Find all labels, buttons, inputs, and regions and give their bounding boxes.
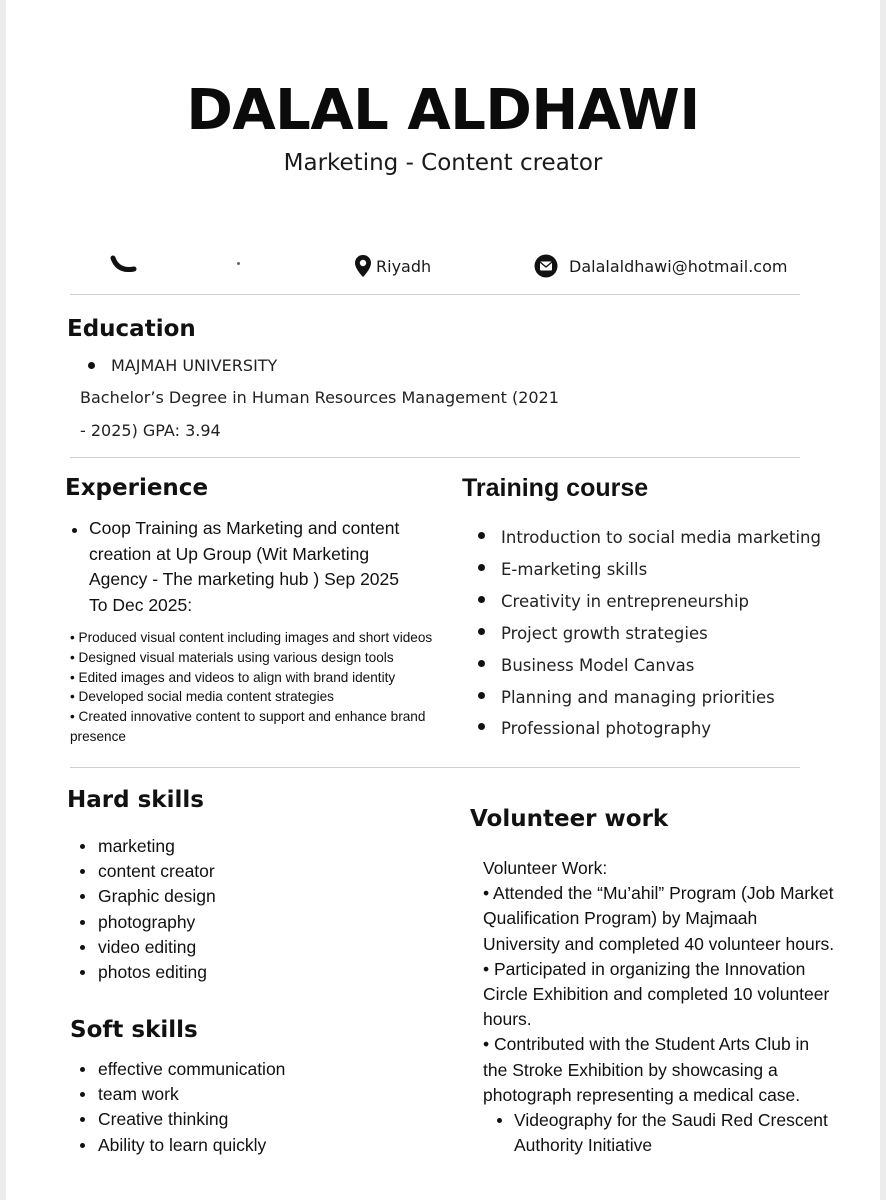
list-item: content creator [80,859,216,884]
email-text[interactable]: Dalalaldhawi@hotmail.com [569,256,788,276]
bullet-icon [80,945,85,950]
bullet-icon [478,660,485,667]
volunteer-line: • Participated in organizing the Innovation [483,958,806,979]
education-bullet [88,362,95,369]
bullet-icon [497,1118,502,1123]
experience-heading: Experience [65,475,209,501]
training-heading: Training course [462,474,649,502]
volunteer-line: Volunteer Work: [483,858,608,878]
bullet-icon [80,844,85,849]
list-item: photos editing [80,960,216,985]
university-name: MAJMAH UNIVERSITY [111,356,278,375]
hard-skills-heading: Hard skills [67,787,204,813]
volunteer-line: • Attended the “Mu’ahil” Program (Job Market [483,883,834,904]
divider [70,767,800,768]
volunteer-line: Circle Exhibition and completed 10 volunteer [483,984,830,1005]
volunteer-line: hours. [483,1009,532,1030]
list-item: Creative thinking [80,1107,285,1132]
volunteer-heading: Volunteer work [470,806,669,832]
bullet-icon [478,628,485,635]
location-text: Riyadh [376,256,432,276]
volunteer-line: Qualification Program) by Majmaah [483,908,758,929]
volunteer-line: Videography for the Saudi Red Crescent [514,1110,828,1131]
divider [70,457,800,458]
bullet-icon [80,1143,85,1148]
list-item: E-marketing skills [476,554,821,586]
volunteer-bullet-item [483,1108,834,1158]
resume-page [6,0,880,1200]
volunteer-line: the Stroke Exhibition by showcasing a [483,1059,778,1080]
detail-line: • Designed visual materials using various design tools [70,649,394,665]
candidate-name: DALAL ALDHAWI [186,78,700,143]
location-contact [354,254,431,278]
bullet-icon [80,869,85,874]
experience-details [70,628,432,747]
phone-icon [110,252,138,276]
soft-skills-list [80,1057,285,1158]
list-item: Professional photography [476,713,821,745]
training-list [476,522,821,745]
divider [70,294,800,295]
bullet-icon [478,564,485,571]
list-item: Project growth strategies [476,618,821,650]
list-item: Business Model Canvas [476,650,821,682]
degree-line-2: - 2025) GPA: 3.94 [80,421,221,440]
list-item: photography [80,910,216,935]
role-line: Agency - The marketing hub ) Sep 2025 [89,569,400,589]
degree-line-1: Bachelor’s Degree in Human Resources Management (2021 [80,388,559,407]
detail-line: presence [70,728,126,744]
bullet-icon [478,596,485,603]
soft-skills-heading: Soft skills [70,1017,198,1043]
list-item: Planning and managing priorities [476,682,821,714]
list-item: video editing [80,935,216,960]
list-item: Creativity in entrepreneurship [476,586,821,618]
bullet-icon [80,894,85,899]
list-item: Ability to learn quickly [80,1133,285,1158]
bullet-icon [80,920,85,925]
bullet-icon [478,723,485,730]
hard-skills-list [80,834,216,985]
dot-mark [237,262,240,265]
volunteer-line: • Contributed with the Student Arts Club in [483,1034,810,1055]
bullet-icon [80,1092,85,1097]
map-pin-icon [354,254,372,278]
volunteer-line: Authority Initiative [514,1135,653,1156]
role-line: To Dec 2025: [89,594,193,615]
list-item: effective communication [80,1057,285,1082]
role-line: creation at Up Group (Wit Marketing [89,543,370,564]
candidate-title: Marketing - Content creator [283,150,603,176]
volunteer-line: University and completed 40 volunteer hours. [483,933,835,954]
list-item: Graphic design [80,884,216,909]
bullet-icon [80,970,85,975]
bullet-icon [80,1117,85,1122]
detail-line: • Developed social media content strategies [70,689,334,705]
detail-line: • Edited images and videos to align with brand identity [70,669,396,685]
education-heading: Education [67,316,196,342]
email-icon [534,254,558,278]
detail-line: • Produced visual content including images and short videos [70,630,433,645]
experience-role [89,516,399,618]
volunteer-text [483,856,834,1158]
list-item: team work [80,1082,285,1107]
experience-bullet [72,528,77,533]
volunteer-line: photograph representing a medical case. [483,1084,801,1105]
list-item: marketing [80,834,216,859]
email-contact [534,254,787,278]
list-item: Introduction to social media marketing [476,522,821,554]
bullet-icon [478,692,485,699]
bullet-icon [478,532,485,539]
detail-line: • Created innovative content to support and enhance brand [70,709,426,725]
role-line: Coop Training as Marketing and content [89,518,400,538]
bullet-icon [80,1067,85,1072]
